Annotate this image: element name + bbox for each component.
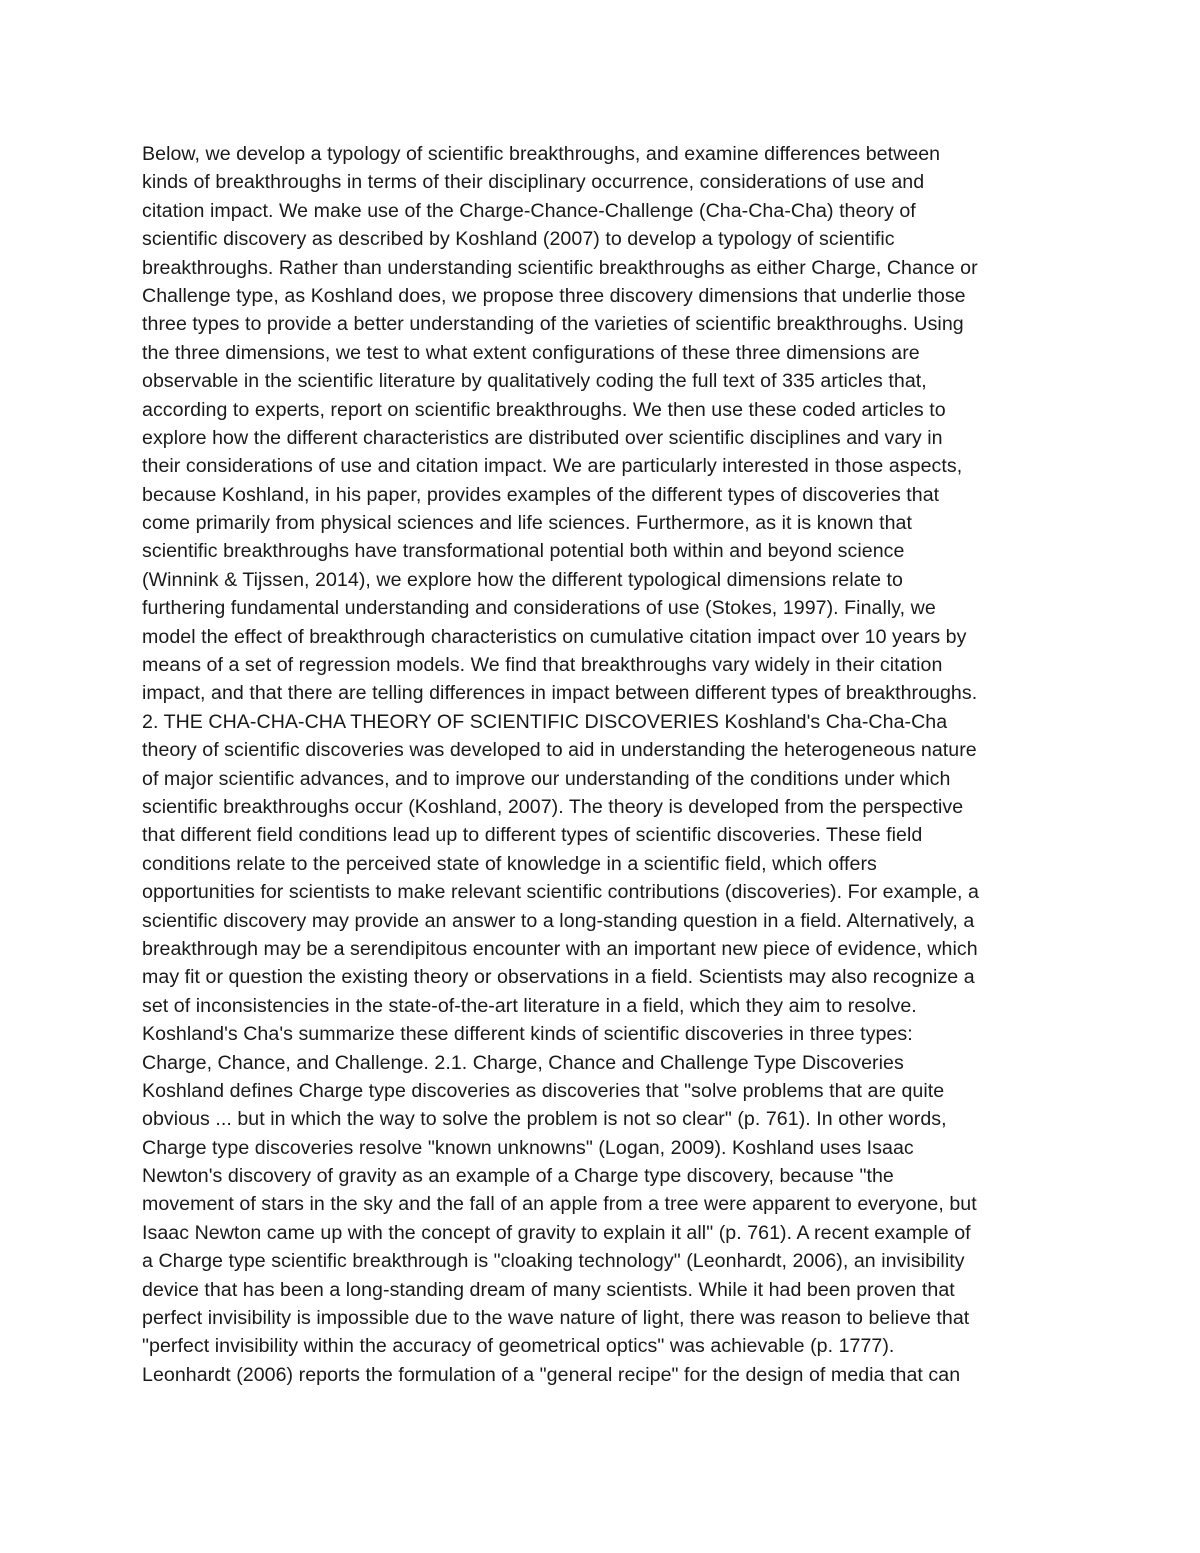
text-line: Koshland's Cha's summarize these different kinds of scientific discoveries in three types: bbox=[142, 1023, 913, 1046]
text-line: of major scientific advances, and to improve our understanding of the conditions under which bbox=[142, 767, 951, 790]
text-line: Charge type discoveries resolve "known unknowns" (Logan, 2009). Koshland uses Isaac bbox=[142, 1136, 914, 1159]
text-line: Challenge type, as Koshland does, we propose three discovery dimensions that underlie those bbox=[142, 284, 966, 307]
text-line: model the effect of breakthrough characteristics on cumulative citation impact over 10 years by bbox=[142, 625, 967, 648]
text-line: device that has been a long-standing dream of many scientists. While it had been proven that bbox=[142, 1278, 955, 1301]
text-line: breakthrough may be a serendipitous encounter with an important new piece of evidence, which bbox=[142, 937, 978, 960]
text-line: three types to provide a better understanding of the varieties of scientific breakthroughs. Using bbox=[142, 313, 964, 336]
text-line: scientific discovery may provide an answer to a long-standing question in a field. Alternatively, a bbox=[142, 909, 975, 932]
text-line: kinds of breakthroughs in terms of their disciplinary occurrence, considerations of use and bbox=[142, 171, 925, 194]
text-line: Leonhardt (2006) reports the formulation of a "general recipe" for the design of media that can bbox=[142, 1363, 961, 1386]
text-line: set of inconsistencies in the state-of-the-art literature in a field, which they aim to resolve. bbox=[142, 994, 917, 1017]
text-line: obvious ... but in which the way to solve the problem is not so clear" (p. 761). In other words, bbox=[142, 1108, 947, 1131]
body-text bbox=[142, 140, 1082, 1389]
text-line: furthering fundamental understanding and considerations of use (Stokes, 1997). Finally, we bbox=[142, 597, 936, 620]
text-line: "perfect invisibility within the accuracy of geometrical optics" was achievable (p. 1777). bbox=[142, 1335, 895, 1358]
text-line: movement of stars in the sky and the fall of an apple from a tree were apparent to everyone, but bbox=[142, 1193, 977, 1216]
text-line: because Koshland, in his paper, provides examples of the different types of discoveries that bbox=[142, 483, 940, 506]
text-line: impact, and that there are telling differences in impact between different types of breakthroughs. bbox=[142, 682, 978, 705]
text-line: Koshland defines Charge type discoveries as discoveries that "solve problems that are quite bbox=[142, 1079, 945, 1102]
text-line: the three dimensions, we test to what extent configurations of these three dimensions are bbox=[142, 341, 920, 364]
text-line: conditions relate to the perceived state of knowledge in a scientific field, which offers bbox=[142, 852, 877, 875]
text-line: opportunities for scientists to make relevant scientific contributions (discoveries). For example, a bbox=[142, 881, 979, 904]
text-line: explore how the different characteristics are distributed over scientific disciplines and vary in bbox=[142, 426, 943, 449]
text-line: according to experts, report on scientific breakthroughs. We then use these coded articles to bbox=[142, 398, 946, 421]
text-line: scientific breakthroughs occur (Koshland, 2007). The theory is developed from the perspective bbox=[142, 795, 964, 818]
text-line: Charge, Chance, and Challenge. 2.1. Charge, Chance and Challenge Type Discoveries bbox=[142, 1051, 904, 1074]
text-line: means of a set of regression models. We find that breakthroughs vary widely in their citation bbox=[142, 654, 943, 677]
text-line: scientific discovery as described by Koshland (2007) to develop a typology of scientific bbox=[142, 228, 895, 251]
text-line: that different field conditions lead up to different types of scientific discoveries. These field bbox=[142, 824, 923, 847]
text-line: 2. THE CHA-CHA-CHA THEORY OF SCIENTIFIC DISCOVERIES Koshland's Cha-Cha-Cha bbox=[142, 710, 948, 733]
text-line: observable in the scientific literature by qualitatively coding the full text of 335 articles that, bbox=[142, 370, 927, 393]
text-line: Below, we develop a typology of scientific breakthroughs, and examine differences between bbox=[142, 143, 941, 165]
text-line: citation impact. We make use of the Charge-Chance-Challenge (Cha-Cha-Cha) theory of bbox=[142, 199, 916, 222]
text-line: come primarily from physical sciences and life sciences. Furthermore, as it is known that bbox=[142, 512, 912, 535]
text-line: breakthroughs. Rather than understanding scientific breakthroughs as either Charge, Chance or bbox=[142, 256, 978, 279]
text-line: Isaac Newton came up with the concept of gravity to explain it all" (p. 761). A recent example of bbox=[142, 1221, 971, 1244]
text-line: perfect invisibility is impossible due to the wave nature of light, there was reason to believe that bbox=[142, 1307, 970, 1330]
text-line: scientific breakthroughs have transformational potential both within and beyond science bbox=[142, 540, 905, 563]
text-line: (Winnink & Tijssen, 2014), we explore how the different typological dimensions relate to bbox=[142, 568, 903, 591]
text-line: theory of scientific discoveries was developed to aid in understanding the heterogeneous nature bbox=[142, 739, 977, 762]
text-line: their considerations of use and citation impact. We are particularly interested in those aspects, bbox=[142, 455, 963, 478]
text-line: may fit or question the existing theory or observations in a field. Scientists may also recognize a bbox=[142, 966, 975, 989]
text-line: a Charge type scientific breakthrough is "cloaking technology" (Leonhardt, 2006), an invisibility bbox=[142, 1250, 965, 1273]
text-line: Newton's discovery of gravity as an example of a Charge type discovery, because "the bbox=[142, 1165, 894, 1188]
